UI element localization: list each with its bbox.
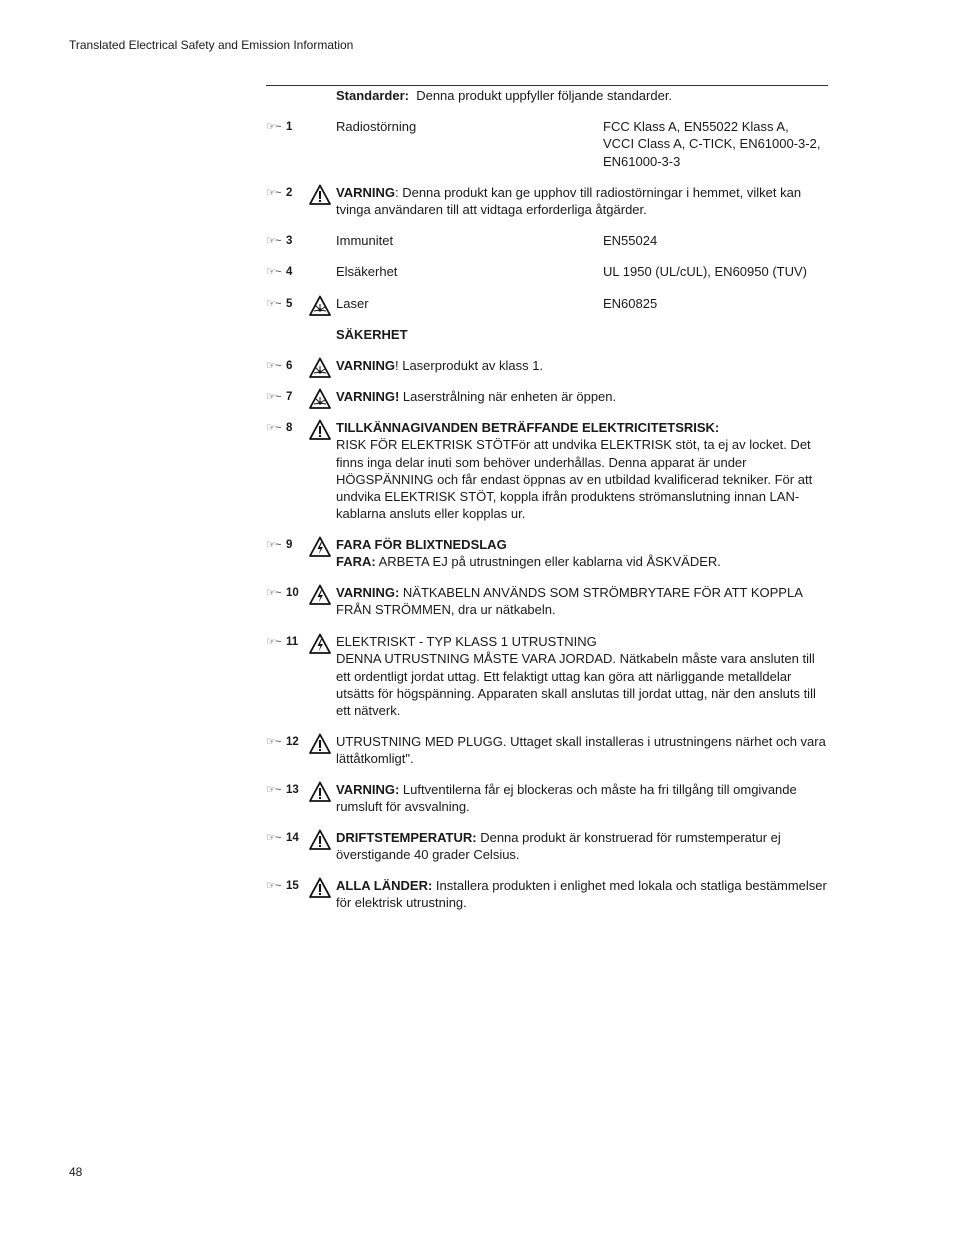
entry-2-text: VARNING: Denna produkt kan ge upphov till radiostörningar i hemmet, vilket kan tvinga användaren till att vidtaga erforderliga åtgärder. (336, 185, 802, 218)
pointer-glyph-icon: ☞~ (266, 832, 281, 844)
pointer-glyph-icon: ☞~ (266, 587, 281, 599)
entry-12 (266, 733, 828, 768)
pointer-glyph-icon: ☞~ (266, 391, 281, 403)
standards-line (336, 88, 672, 103)
entry-10 (266, 584, 828, 619)
electric-warning-icon (309, 536, 331, 557)
entry-14-text: DRIFTSTEMPERATUR: Denna produkt är konstruerad för rumstemperatur ej överstigande 40 grader Celsius. (336, 830, 781, 863)
ref-5: ☞~ 5 (266, 296, 306, 313)
pointer-glyph-icon: ☞~ (266, 736, 281, 748)
pointer-glyph-icon: ☞~ (266, 539, 281, 551)
entry-2 (266, 184, 828, 219)
ref-4: ☞~ 4 (266, 264, 306, 281)
entry-6-text: VARNING! Laserprodukt av klass 1. (336, 358, 544, 373)
laser-warning-icon (309, 295, 331, 316)
entry-4-label: Elsäkerhet (336, 264, 398, 279)
laser-warning-icon (309, 357, 331, 378)
warning-icon (309, 781, 331, 802)
entry-9-text: FARA FÖR BLIXTNEDSLAG FARA: ARBETA EJ på utrustningen eller kablarna vid ÅSKVÄDER. (336, 537, 721, 570)
pointer-glyph-icon: ☞~ (266, 121, 281, 133)
ref-10: ☞~ 10 (266, 585, 306, 602)
entry-11-text: ELEKTRISKT - TYP KLASS 1 UTRUSTNING DENNA UTRUSTNING MÅSTE VARA JORDAD. Nätkabeln måste vara ansluten till ett ordentligt jordat uttag. Ett felaktigt uttag kan göra att närliggande metalldelar utsätts för högspänning. Apparaten skall anslutas till jordat uttag, när den ansluts till ett nätverk. (336, 634, 816, 719)
section-heading-text: SÄKERHET (336, 327, 408, 342)
ref-15: ☞~ 15 (266, 878, 306, 895)
electric-warning-icon (309, 584, 331, 605)
entry-14 (266, 829, 828, 864)
entry-8 (266, 419, 828, 523)
ref-7: ☞~ 7 (266, 389, 306, 406)
ref-13: ☞~ 13 (266, 782, 306, 799)
standards-text: Denna produkt uppfyller följande standarder. (416, 88, 673, 103)
standards-label: Standarder: (336, 88, 409, 103)
entry-6 (266, 357, 828, 374)
warning-icon (309, 829, 331, 850)
entry-5-label: Laser (336, 296, 369, 311)
entry-7 (266, 388, 828, 405)
warning-icon (309, 419, 331, 440)
entry-3-value: EN55024 (603, 233, 658, 248)
ref-9: ☞~ 9 (266, 537, 306, 554)
entry-5-value: EN60825 (603, 296, 658, 311)
ref-8: ☞~ 8 (266, 420, 306, 437)
page-number: 48 (69, 1165, 83, 1179)
pointer-glyph-icon: ☞~ (266, 266, 281, 278)
entry-13 (266, 781, 828, 816)
ref-12: ☞~ 12 (266, 734, 306, 751)
entry-11 (266, 633, 828, 719)
pointer-glyph-icon: ☞~ (266, 422, 281, 434)
ref-2: ☞~ 2 (266, 185, 306, 202)
entry-10-text: VARNING: NÄTKABELN ANVÄNDS SOM STRÖMBRYTARE FÖR ATT KOPPLA FRÅN STRÖMMEN, dra ur nätkabeln. (336, 585, 803, 618)
entry-7-text: VARNING! Laserstrålning när enheten är öppen. (336, 389, 617, 404)
section-heading (266, 326, 828, 343)
warning-icon (309, 733, 331, 754)
ref-14: ☞~ 14 (266, 830, 306, 847)
pointer-glyph-icon: ☞~ (266, 187, 281, 199)
entry-13-text: VARNING: Luftventilerna får ej blockeras och måste ha fri tillgång till omgivande rumsluft för avsvalning. (336, 782, 797, 815)
laser-warning-icon (309, 388, 331, 409)
ref-6: ☞~ 6 (266, 358, 306, 375)
ref-1: ☞~ 1 (266, 119, 306, 136)
entry-9 (266, 536, 828, 571)
warning-icon (309, 184, 331, 205)
pointer-glyph-icon: ☞~ (266, 880, 281, 892)
electric-warning-icon (309, 633, 331, 654)
pointer-glyph-icon: ☞~ (266, 298, 281, 310)
pointer-glyph-icon: ☞~ (266, 636, 281, 648)
entry-4-value: UL 1950 (UL/cUL), EN60950 (TUV) (603, 264, 807, 279)
entry-8-text: TILLKÄNNAGIVANDEN BETRÄFFANDE ELEKTRICITETSRISK: RISK FÖR ELEKTRISK STÖTFör att undvika ELEKTRISK stöt, ta ej av locket. Det finns inga delar inuti som behöver underhållas. Denna apparat är under HÖGSPÄNNING och får endast öppnas av en utbildad kvalificerad tekniker. För att undvika ELEKTRISK STÖT, koppla ifrån produktens strömanslutning innan LAN-kablarna ansluts eller kopplas ur. (336, 420, 813, 522)
pointer-glyph-icon: ☞~ (266, 360, 281, 372)
ref-3: ☞~ 3 (266, 233, 306, 250)
pointer-glyph-icon: ☞~ (266, 784, 281, 796)
entry-1-label: Radiostörning (336, 119, 417, 134)
header-rule (266, 85, 828, 86)
warning-icon (309, 877, 331, 898)
entry-12-text: UTRUSTNING MED PLUGG. Uttaget skall installeras i utrustningens närhet och vara lättåtkomligt". (336, 734, 826, 767)
page-header: Translated Electrical Safety and Emission Information (69, 38, 354, 52)
entry-15 (266, 877, 828, 912)
ref-11: ☞~ 11 (266, 634, 306, 651)
entry-15-text: ALLA LÄNDER: Installera produkten i enlighet med lokala och statliga bestämmelser för elektrisk utrustning. (336, 878, 827, 911)
entry-3-label: Immunitet (336, 233, 394, 248)
pointer-glyph-icon: ☞~ (266, 235, 281, 247)
entry-1-value: FCC Klass A, EN55022 Klass A, VCCI Class A, C-TICK, EN61000-3-2, EN61000-3-3 (603, 119, 821, 169)
